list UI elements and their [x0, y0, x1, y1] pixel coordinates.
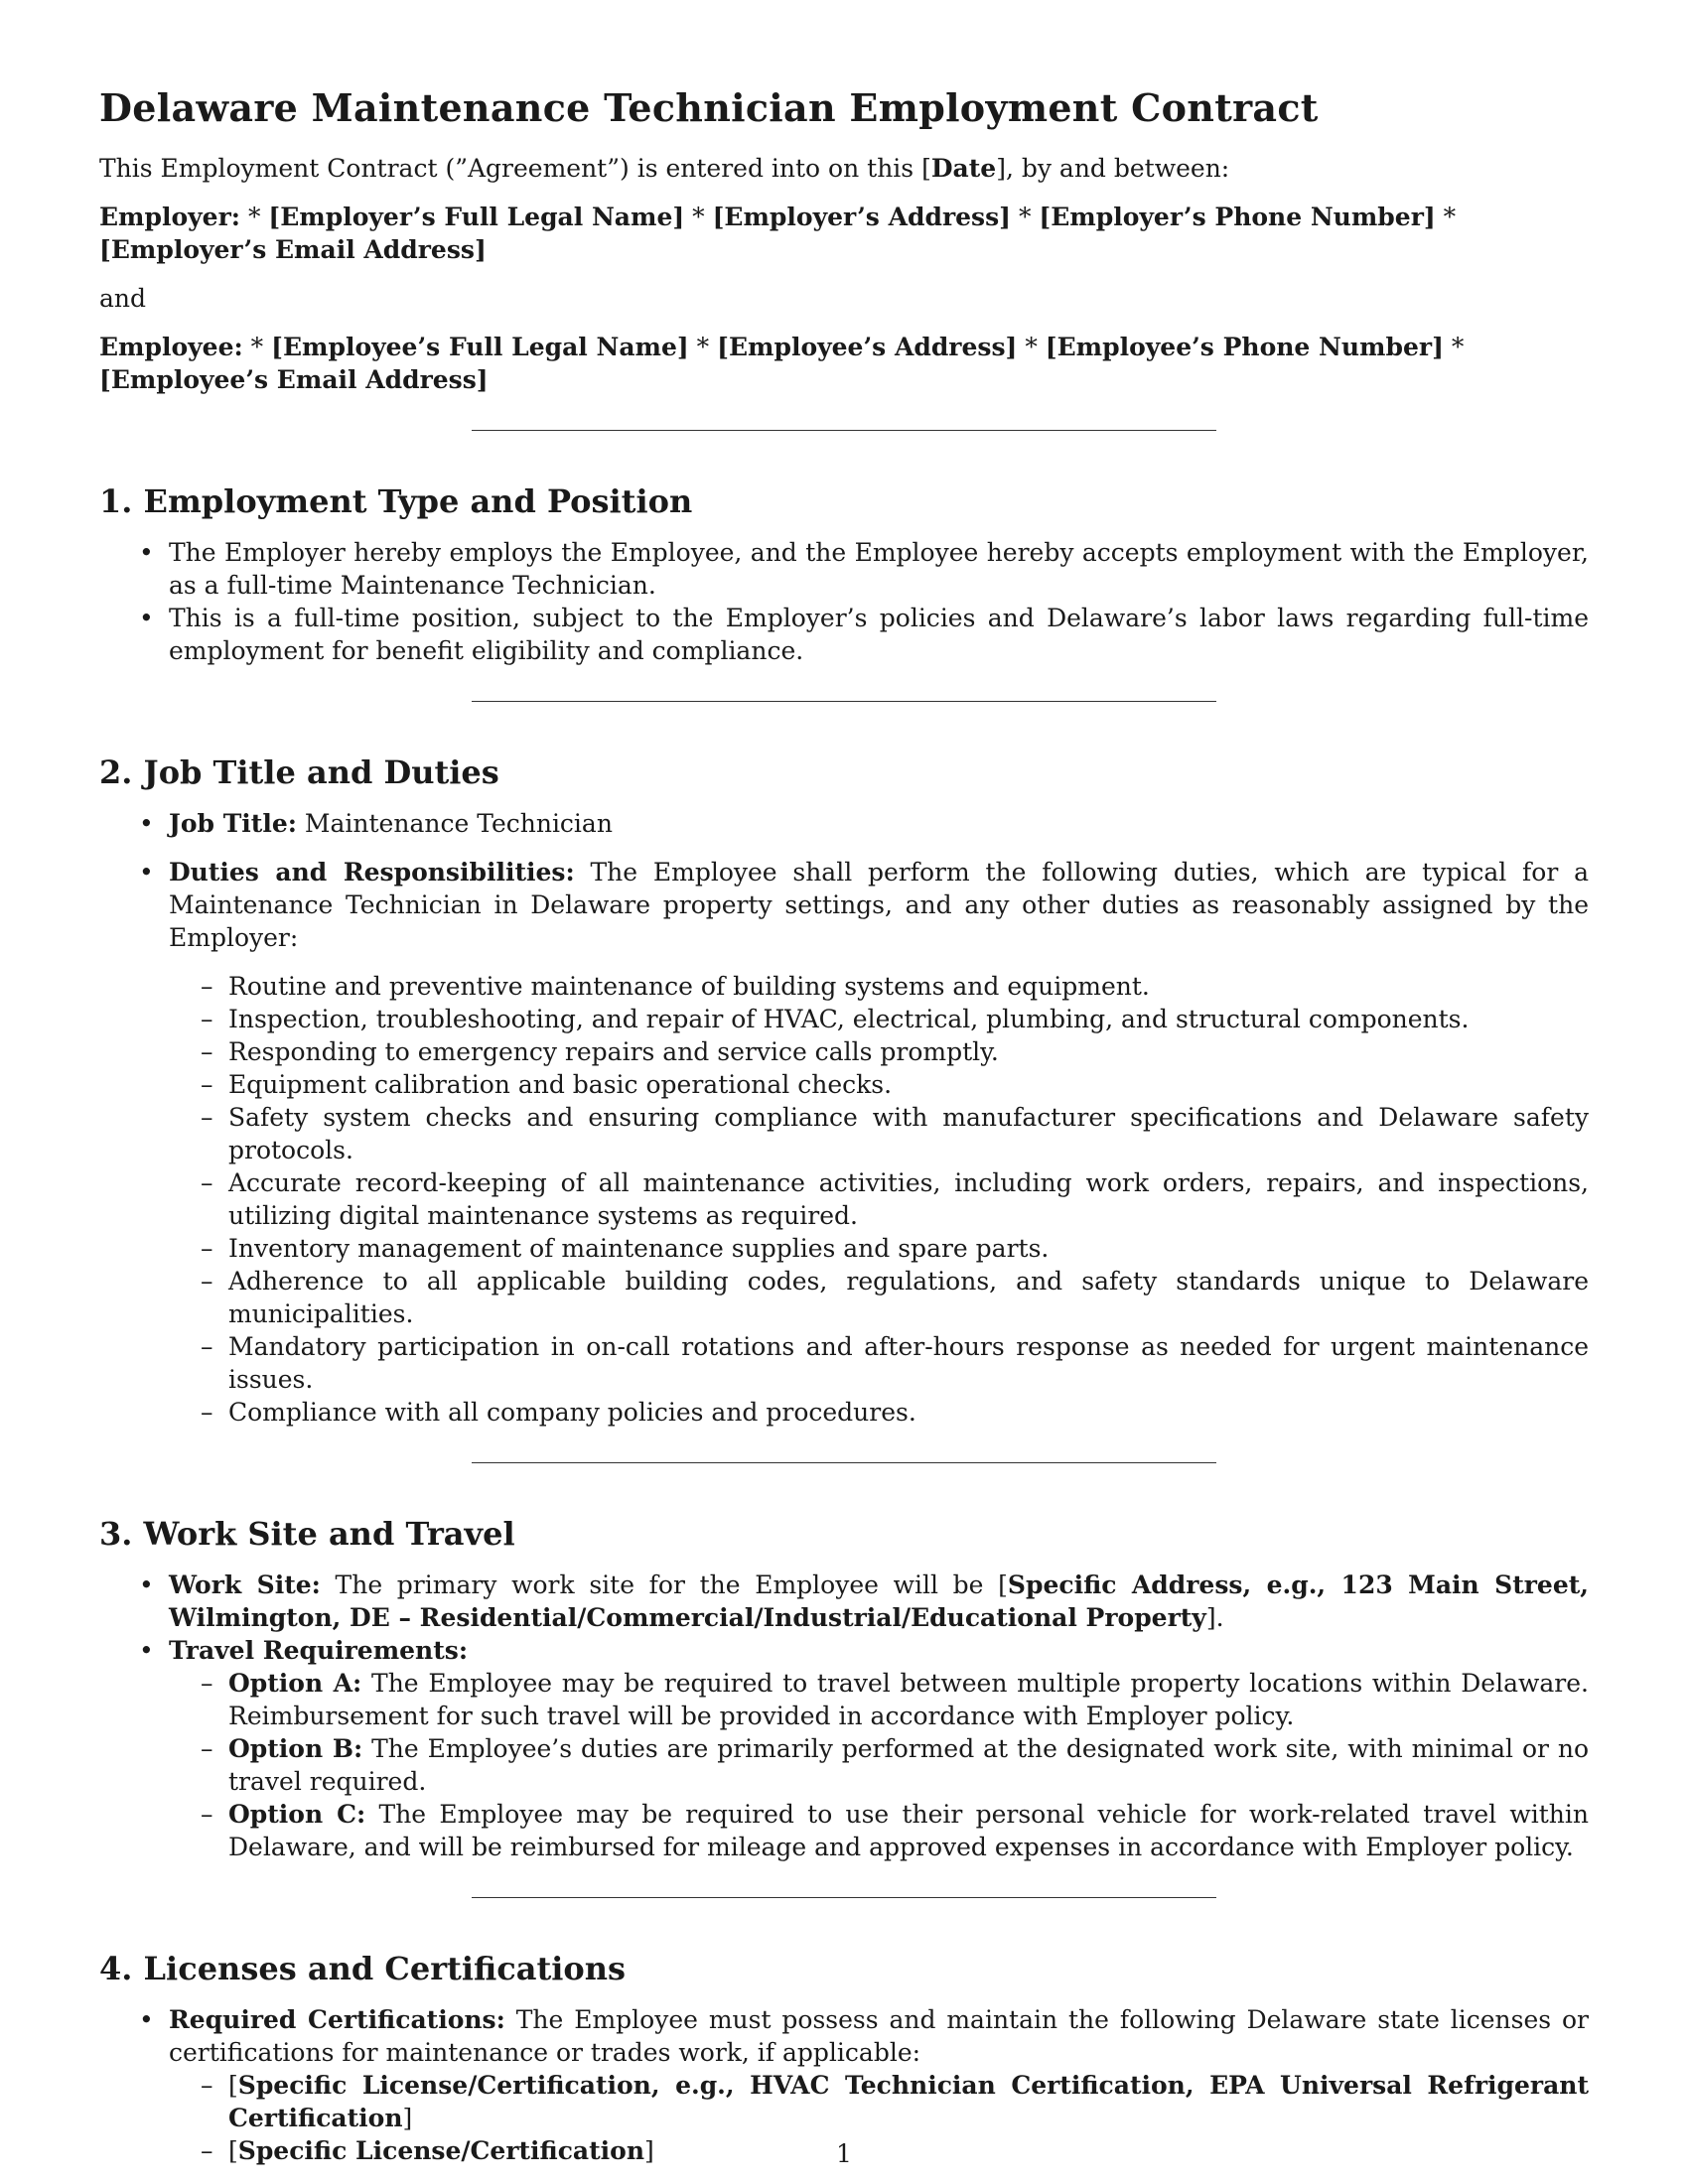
job-title-item [99, 807, 1589, 840]
list-item: – Inspection, troubleshooting, and repair of HVAC, electrical, plumbing, and structural components. [169, 1003, 1589, 1035]
duties-text: The Employee shall perform the following duties, which are typical for a Maintenance Technician in Delaware property settings, and any other duties as reasonably assigned by the Employer: [169, 858, 1589, 952]
section-3-list [99, 1569, 1589, 1863]
employer-block: Employer: * [Employer’s Full Legal Name] * [Employer’s Address] * [Employer’s Phone Number] * [Employer’s Email Address] [99, 203, 1457, 264]
certifications-label: Required Certifications: [169, 2005, 505, 2034]
section-divider [472, 701, 1216, 702]
list-item: – Equipment calibration and basic operational checks. [169, 1068, 1589, 1101]
employer-name: [Employer’s Full Legal Name] [268, 203, 685, 231]
list-item: – Compliance with all company policies and procedures. [169, 1396, 1589, 1429]
section-divider [472, 430, 1216, 431]
intro-text-after: ], by and between: [996, 154, 1230, 183]
intro-date-placeholder: Date [930, 154, 997, 183]
option-b-label: Option B: [228, 1734, 363, 1763]
list-item: – Accurate record-keeping of all maintenance activities, including work orders, repairs, and inspections, utilizing digital maintenance systems as required. [169, 1166, 1589, 1232]
list-item: – Routine and preventive maintenance of building systems and equipment. [169, 970, 1589, 1003]
job-title-value: Maintenance Technician [296, 809, 613, 838]
section-divider [472, 1897, 1216, 1898]
employee-address: [Employee’s Address] [717, 333, 1018, 361]
duties-list [169, 970, 1589, 1429]
list-item: – Responding to emergency repairs and service calls promptly. [169, 1035, 1589, 1068]
section-2-heading: 2. Job Title and Duties [99, 753, 499, 791]
section-1-heading: 1. Employment Type and Position [99, 482, 693, 520]
list-item: – Mandatory participation in on-call rotations and after-hours response as needed for urgent maintenance issues. [169, 1330, 1589, 1396]
employer-label: Employer: [99, 203, 240, 231]
section-3-heading: 3. Work Site and Travel [99, 1515, 515, 1553]
travel-label: Travel Requirements: [169, 1636, 469, 1665]
list-item: • This is a full-time position, subject to the Employer’s policies and Delaware’s labor laws regarding full-time employment for benefit eligibility and compliance. [99, 602, 1589, 667]
employee-email: [Employee’s Email Address] [99, 365, 489, 394]
employer-address: [Employer’s Address] [712, 203, 1011, 231]
work-site-item: • Work Site: The primary work site for the Employee will be [Specific Address, e.g., 123 Main Street, Wilmington, DE – Residential/Commercial/Industrial/Educational Property]. [99, 1569, 1589, 1634]
option-c-label: Option C: [228, 1800, 366, 1829]
list-item: – Option A: The Employee may be required to travel between multiple property locations within Delaware. Reimbursement for such travel will be provided in accordance with Employer policy. [169, 1667, 1589, 1732]
section-4-heading: 4. Licenses and Certifications [99, 1950, 627, 1987]
list-item: – Option C: The Employee may be required to use their personal vehicle for work-related travel within Delaware, and will be reimbursed for mileage and approved expenses in accordance with Employer policy. [169, 1798, 1589, 1863]
intro-paragraph [99, 152, 1589, 185]
duties-label: Duties and Responsibilities: [169, 858, 575, 887]
employee-label: Employee: [99, 333, 243, 361]
travel-item [99, 1634, 1589, 1863]
section-divider [472, 1462, 1216, 1463]
certifications-item: • Required Certifications: The Employee must possess and maintain the following Delaware state licenses or certifications for maintenance or trades work, if applicable: – [Specific License/Certification, e.g., HVAC Technician Certification, EPA Universal Refrigerant Certification] – [Specific License/Certification] [99, 2003, 1589, 2167]
employer-phone: [Employer’s Phone Number] [1039, 203, 1436, 231]
list-item: – Adherence to all applicable building codes, regulations, and safety standards unique to Delaware municipalities. [169, 1265, 1589, 1330]
list-item: – Inventory management of maintenance supplies and spare parts. [169, 1232, 1589, 1265]
job-title-label: Job Title: [169, 809, 297, 838]
list-item: – [Specific License/Certification, e.g., HVAC Technician Certification, EPA Universal Refrigerant Certification] [169, 2069, 1589, 2134]
list-item: • The Employer hereby employs the Employee, and the Employee hereby accepts employment with the Employer, as a full-time Maintenance Technician. [99, 536, 1589, 602]
and-text: and [99, 284, 147, 313]
section-2-list [99, 807, 1589, 1429]
employee-block: Employee: * [Employee’s Full Legal Name] * [Employee’s Address] * [Employee’s Phone Number] * [Employee’s Email Address] [99, 333, 1465, 394]
work-site-label: Work Site: [169, 1570, 321, 1599]
list-item: – Option B: The Employee’s duties are primarily performed at the designated work site, with minimal or no travel required. [169, 1732, 1589, 1798]
travel-options-list [169, 1667, 1589, 1863]
list-item: – Safety system checks and ensuring compliance with manufacturer specifications and Delaware safety protocols. [169, 1101, 1589, 1166]
document-title: Delaware Maintenance Technician Employment Contract [99, 85, 1319, 130]
page-number: 1 [836, 2139, 852, 2168]
option-a-label: Option A: [228, 1669, 362, 1698]
employer-email: [Employer’s Email Address] [99, 235, 487, 264]
employee-phone: [Employee’s Phone Number] [1045, 333, 1444, 361]
section-1-list [99, 536, 1589, 667]
work-site-value: Specific Address, e.g., 123 Main Street, Wilmington, DE – Residential/Commercial/Industrial/Educational Property [169, 1570, 1589, 1632]
document-page [99, 85, 1589, 2167]
employee-name: [Employee’s Full Legal Name] [271, 333, 689, 361]
list-item: – [Specific License/Certification] [169, 2134, 1589, 2167]
intro-text-before: This Employment Contract (”Agreement”) is entered into on this [ [99, 154, 931, 183]
duties-item [99, 856, 1589, 1429]
